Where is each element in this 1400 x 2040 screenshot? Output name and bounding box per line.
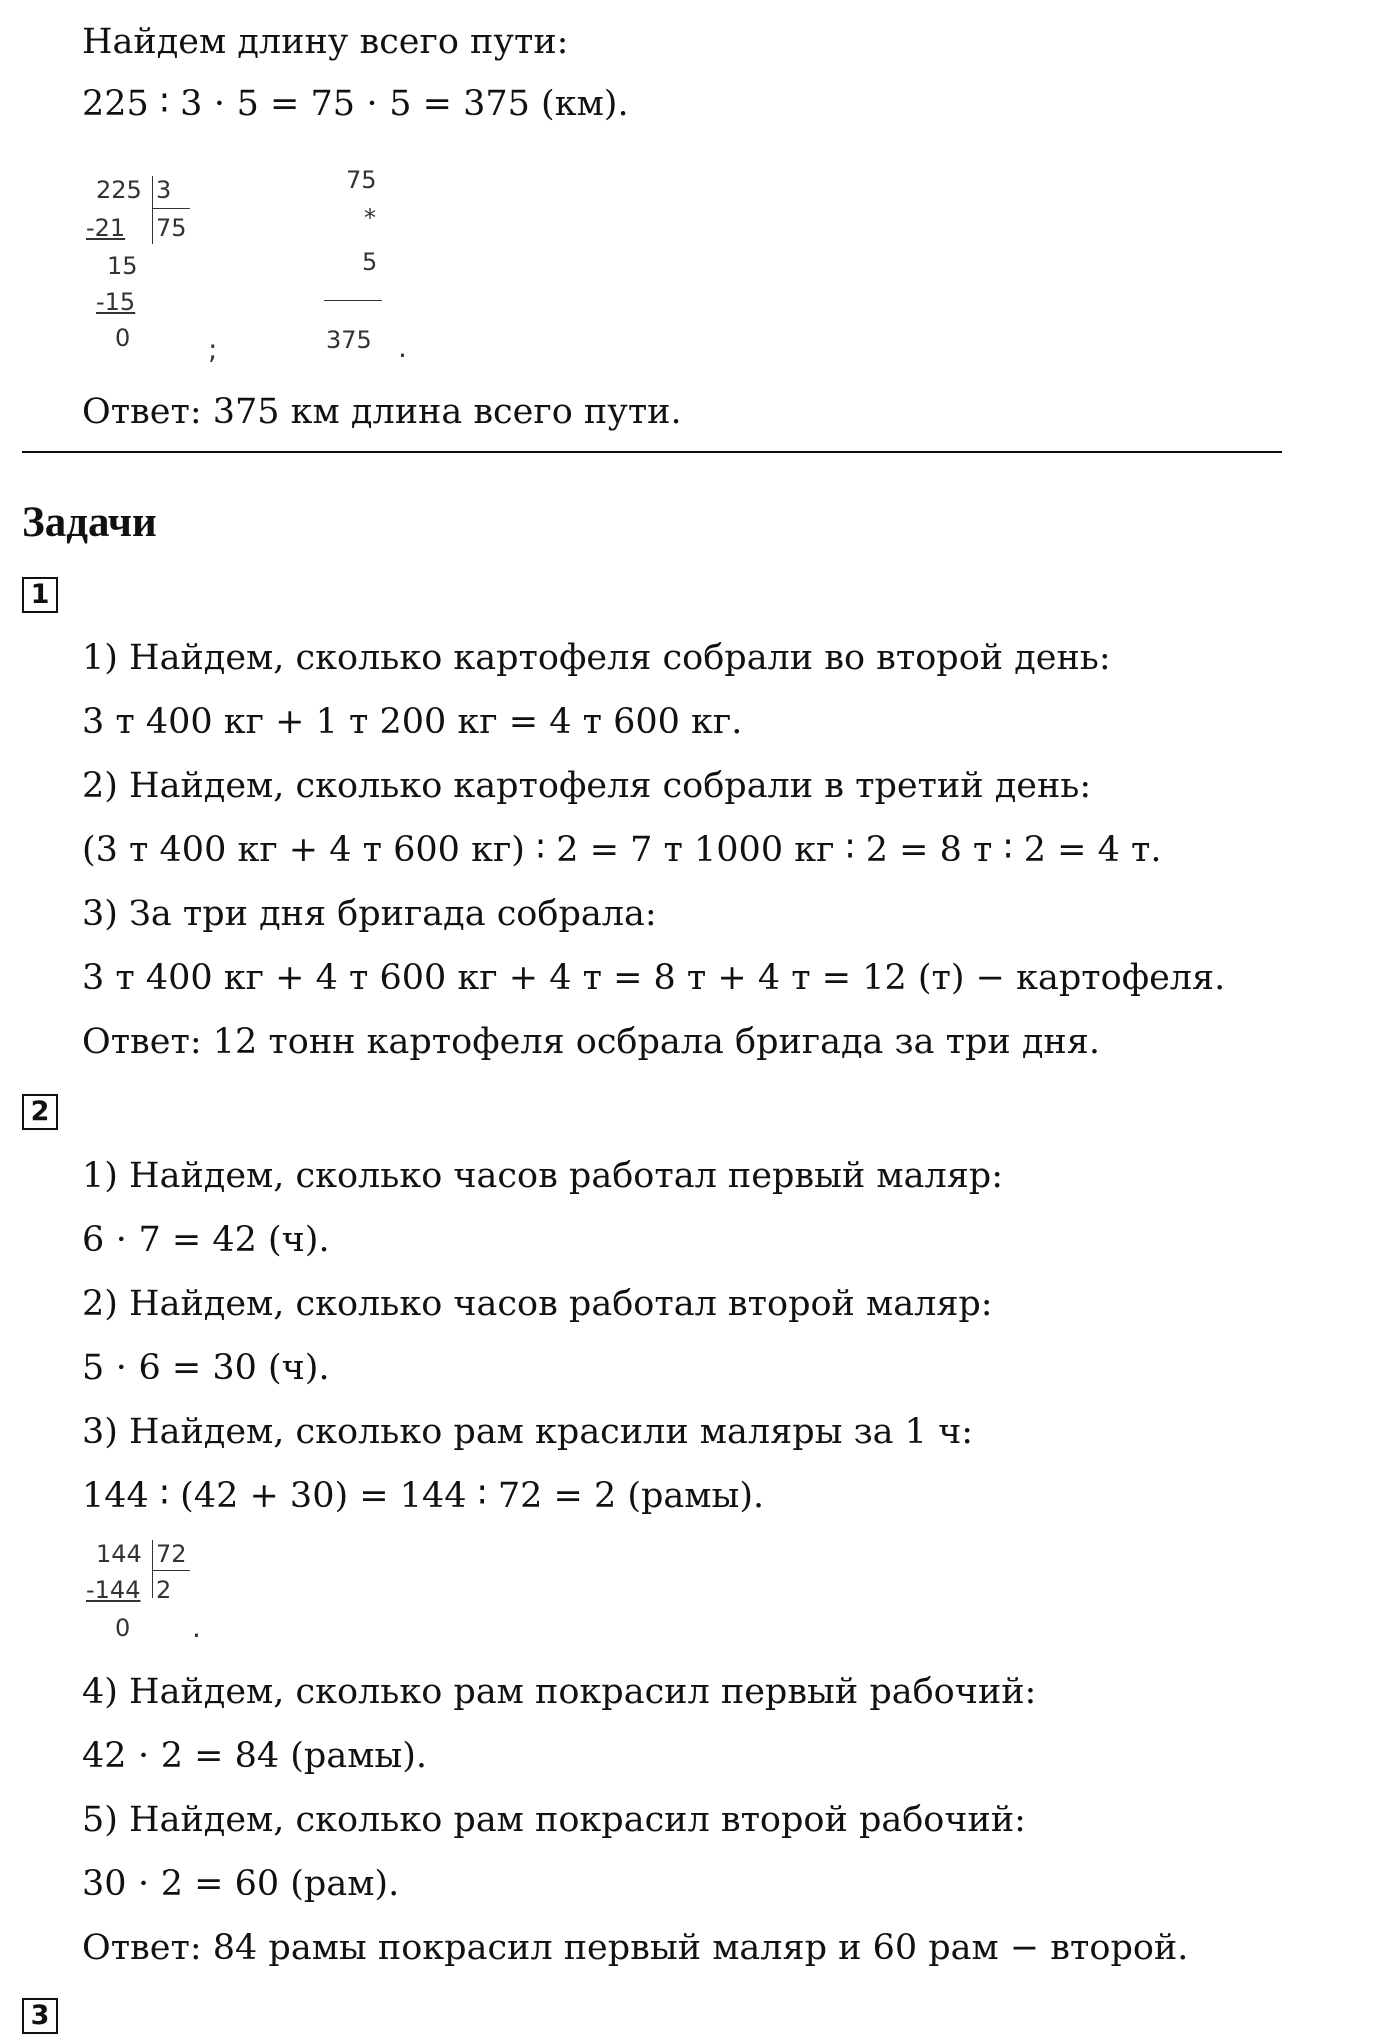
multiply-sign: * [364, 204, 376, 232]
factor-b: 5 [362, 248, 378, 276]
divisor: 3 [156, 176, 172, 204]
task-1-answer: Ответ: 12 тонн картофеля осбрала бригада за три дня. [82, 1022, 1100, 1062]
subtrahend-2: -15 [96, 288, 136, 316]
dividend: 225 [96, 176, 142, 204]
subtrahend-1: -144 [86, 1576, 141, 1604]
factor-a: 75 [346, 166, 377, 194]
subtrahend-1: -21 [86, 214, 126, 242]
quotient: 2 [156, 1576, 172, 1604]
product: 375 [326, 326, 372, 354]
division-bar [152, 176, 153, 244]
task-1-line: 3 т 400 кг + 4 т 600 кг + 4 т = 8 т + 4 т = 12 (т) − картофеля. [82, 958, 1226, 998]
task-1-line: 2) Найдем, сколько картофеля собрали в третий день: [82, 766, 1092, 806]
dividend: 144 [96, 1540, 142, 1568]
task-1-line: 1) Найдем, сколько картофеля собрали во второй день: [82, 638, 1111, 678]
task-2-line: 144 ∶ (42 + 30) = 144 ∶ 72 = 2 (рамы). [82, 1476, 765, 1516]
task-2-line: 3) Найдем, сколько рам красили маляры за 1 ч: [82, 1412, 973, 1452]
task-2-line: 42 ⋅ 2 = 84 (рамы). [82, 1736, 428, 1776]
task-2-line: 4) Найдем, сколько рам покрасил первый рабочий: [82, 1672, 1037, 1712]
remainder-final: 0 [115, 324, 131, 352]
intro-text: Найдем длину всего пути: [82, 22, 569, 62]
task-2-answer: Ответ: 84 рамы покрасил первый маляр и 60 рам − второй. [82, 1928, 1189, 1968]
period: . [398, 331, 407, 364]
intro-answer: Ответ: 375 км длина всего пути. [82, 392, 682, 432]
task-number-3: 3 [22, 1998, 58, 2034]
division-bar [152, 1540, 153, 1598]
remainder-final: 0 [115, 1614, 131, 1642]
task-1-line: (3 т 400 кг + 4 т 600 кг) ∶ 2 = 7 т 1000 кг ∶ 2 = 8 т ∶ 2 = 4 т. [82, 830, 1162, 870]
task-2-line: 2) Найдем, сколько часов работал второй маляр: [82, 1284, 993, 1324]
intro-equation: 225 ∶ 3 ⋅ 5 = 75 ⋅ 5 = 375 (км). [82, 84, 629, 124]
divisor: 72 [156, 1540, 187, 1568]
remainder-1: 15 [107, 252, 138, 280]
section-heading: Задачи [22, 499, 157, 546]
multiplication-line [324, 300, 382, 301]
task-2-line: 5) Найдем, сколько рам покрасил второй рабочий: [82, 1800, 1026, 1840]
task-2-line: 5 ⋅ 6 = 30 (ч). [82, 1348, 330, 1388]
quotient: 75 [156, 214, 187, 242]
task-2-line: 30 ⋅ 2 = 60 (рам). [82, 1864, 400, 1904]
period: . [192, 1611, 201, 1644]
quotient-line [152, 1570, 190, 1571]
section-divider [22, 451, 1282, 453]
task-number-1: 1 [22, 577, 58, 613]
task-number-2: 2 [22, 1094, 58, 1130]
task-2-line: 6 ⋅ 7 = 42 (ч). [82, 1220, 330, 1260]
task-2-line: 1) Найдем, сколько часов работал первый маляр: [82, 1156, 1003, 1196]
separator: ; [208, 333, 218, 366]
task-1-line: 3) За три дня бригада собрала: [82, 894, 657, 934]
task-1-line: 3 т 400 кг + 1 т 200 кг = 4 т 600 кг. [82, 702, 743, 742]
quotient-line [152, 208, 190, 209]
